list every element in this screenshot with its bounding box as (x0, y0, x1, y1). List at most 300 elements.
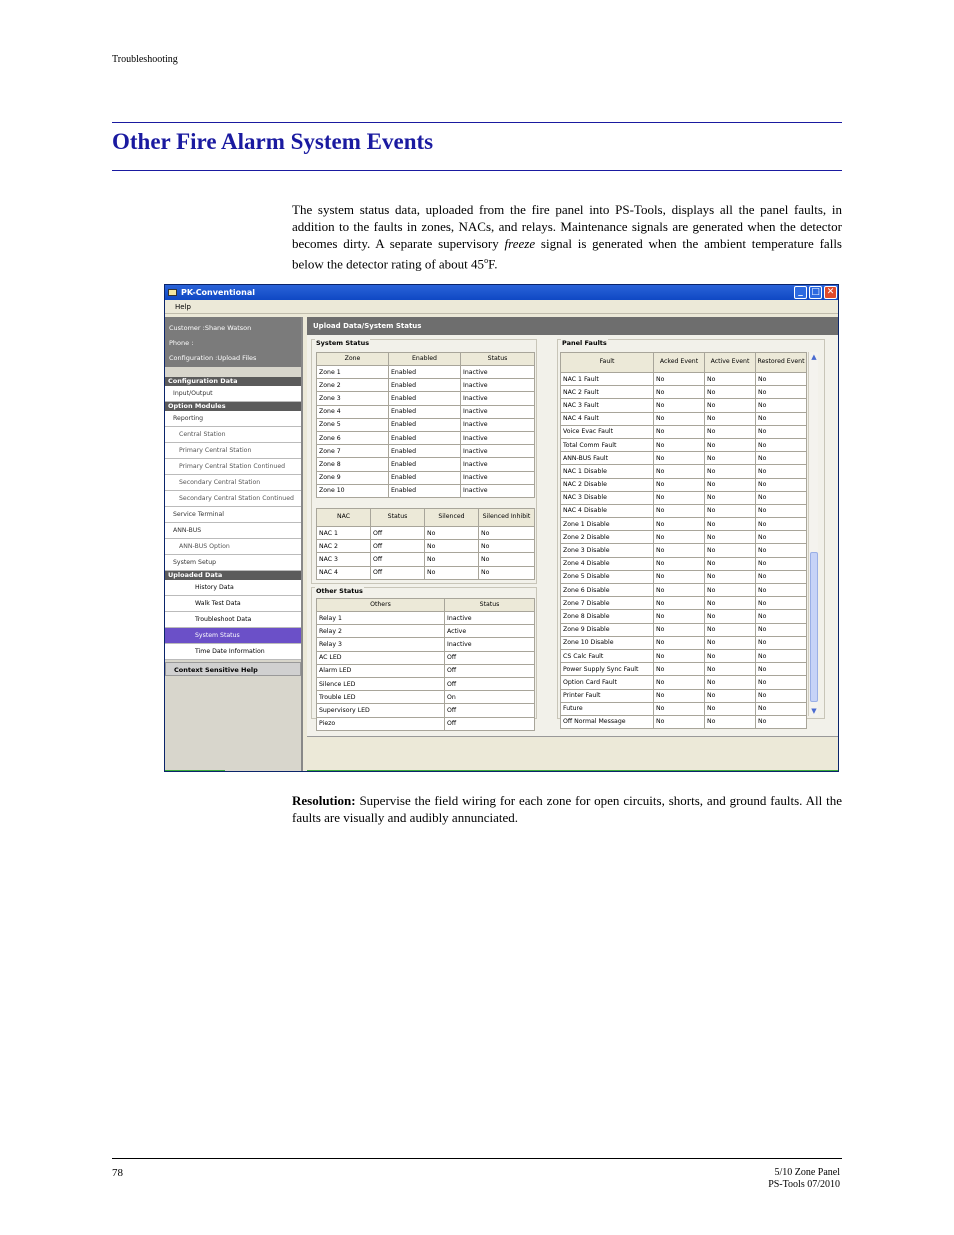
nav-ann-bus-option[interactable]: ANN-BUS Option (165, 539, 301, 555)
nac-status-table (316, 508, 535, 580)
fault-row-cell: No (705, 425, 756, 438)
zone-row (317, 471, 535, 484)
fault-row-cell: No (705, 399, 756, 412)
fault-row-cell: No (705, 386, 756, 399)
fault-row-cell: No (756, 531, 807, 544)
fault-row-cell: No (654, 715, 705, 728)
fault-row-cell: No (705, 689, 756, 702)
fault-row-cell: No (756, 518, 807, 531)
resolution-paragraph: Resolution: Supervise the field wiring for each zone for open circuits, shorts, and ground faults. All the faults are visually and audibly annunciated. (292, 793, 842, 825)
zone-row-cell: Inactive (461, 458, 535, 471)
fault-row-cell: No (654, 584, 705, 597)
fault-row-cell: NAC 3 Disable (561, 491, 654, 504)
nav-history-data[interactable]: History Data (165, 580, 301, 596)
fault-row-cell: Zone 1 Disable (561, 518, 654, 531)
fault-row-cell: No (705, 478, 756, 491)
fault-row-cell: No (705, 438, 756, 451)
fault-row-cell: No (705, 584, 756, 597)
fault-row-cell: No (756, 557, 807, 570)
fault-row-cell: No (705, 491, 756, 504)
active-event-header: Active Event (705, 353, 756, 373)
zone-row-cell: Enabled (389, 445, 461, 458)
title-bar (165, 285, 838, 300)
nav-header-configuration: Configuration Data (165, 377, 301, 386)
fault-row-cell: No (756, 452, 807, 465)
running-head: Troubleshooting (112, 54, 178, 65)
fault-row-cell: No (654, 412, 705, 425)
fault-row-cell: No (756, 676, 807, 689)
fault-row (561, 610, 807, 623)
other-status-row-cell: Off (445, 664, 535, 677)
fault-row-cell: CS Calc Fault (561, 649, 654, 662)
nac-row-cell: NAC 2 (317, 540, 371, 553)
zone-header: Zone (317, 353, 389, 366)
resolution-label: Resolution: (292, 793, 356, 808)
zone-row-cell: Enabled (389, 379, 461, 392)
zone-row-cell: Inactive (461, 484, 535, 497)
other-status-row-cell: Relay 3 (317, 638, 445, 651)
zone-row (317, 366, 535, 379)
fault-row-cell: No (756, 636, 807, 649)
other-status-row (317, 704, 535, 717)
zone-row-cell: Enabled (389, 418, 461, 431)
intro-paragraph: The system status data, uploaded from the fire panel into PS-Tools, displays all the panel faults, in addition to the faults in zones, NACs, and relays. Maintenance signals are generated when the detector becomes dirty. A separate supervisory freeze signal is generated when the ambient temperature falls below the detector rating of about 45$^o$F. (292, 202, 842, 272)
fault-row-cell: Zone 8 Disable (561, 610, 654, 623)
nav-primary-central-station[interactable]: Primary Central Station (165, 443, 301, 459)
fault-row-cell: No (654, 465, 705, 478)
fault-row-cell: No (705, 610, 756, 623)
fault-row-cell: Power Supply Sync Fault (561, 663, 654, 676)
section-title: Other Fire Alarm System Events (112, 129, 434, 154)
fault-row-cell: No (654, 491, 705, 504)
fault-row (561, 623, 807, 636)
other-status-row (317, 677, 535, 690)
fault-row-cell: No (756, 715, 807, 728)
fault-row (561, 557, 807, 570)
fault-row (561, 544, 807, 557)
silenced-inhibit-header: Silenced Inhibit (479, 509, 535, 527)
fault-row-cell: Zone 5 Disable (561, 570, 654, 583)
zone-row-cell: Zone 3 (317, 392, 389, 405)
minimize-icon[interactable]: _ (794, 286, 807, 299)
other-status-row-cell: Piezo (317, 717, 445, 730)
fault-row (561, 663, 807, 676)
zone-row-cell: Inactive (461, 405, 535, 418)
fault-row-cell: Off Normal Message (561, 715, 654, 728)
fault-row (561, 412, 807, 425)
zone-row-cell: Enabled (389, 431, 461, 444)
zone-row-cell: Zone 9 (317, 471, 389, 484)
other-status-header: Status (445, 599, 535, 612)
title-rule-top (112, 122, 842, 123)
zone-row-cell: Enabled (389, 471, 461, 484)
fault-row-cell: NAC 1 Disable (561, 465, 654, 478)
fault-row-cell: Zone 7 Disable (561, 597, 654, 610)
window-title: PK-Conventional (181, 288, 255, 297)
fault-row-cell: Option Card Fault (561, 676, 654, 689)
nac-row-cell: NAC 1 (317, 527, 371, 540)
other-status-row-cell: Off (445, 677, 535, 690)
fault-row-cell: No (756, 465, 807, 478)
other-status-row-cell: On (445, 691, 535, 704)
fault-row (561, 584, 807, 597)
nav-primary-central-station-continued[interactable]: Primary Central Station Continued (165, 459, 301, 475)
nav-header-uploaded-data: Uploaded Data (165, 571, 301, 580)
system-status-group (311, 339, 537, 584)
nav-walk-test-data[interactable]: Walk Test Data (165, 596, 301, 612)
nav-ann-bus[interactable]: ANN-BUS (165, 523, 301, 539)
zone-row (317, 484, 535, 497)
fault-row-cell: No (756, 663, 807, 676)
fault-row-cell: No (705, 518, 756, 531)
fault-row (561, 478, 807, 491)
status-bar (307, 770, 839, 772)
fault-row-cell: No (756, 478, 807, 491)
fault-row-cell: NAC 4 Disable (561, 504, 654, 517)
fault-row-cell: No (756, 544, 807, 557)
nac-header: NAC (317, 509, 371, 527)
fault-row-cell: No (654, 452, 705, 465)
zone-row-cell: Inactive (461, 379, 535, 392)
zone-row-cell: Inactive (461, 471, 535, 484)
fault-row-cell: Printer Fault (561, 689, 654, 702)
fault-row-cell: No (756, 623, 807, 636)
fault-row-cell: No (756, 399, 807, 412)
silenced-header: Silenced (425, 509, 479, 527)
other-status-row (317, 638, 535, 651)
others-header: Others (317, 599, 445, 612)
fault-row-cell: No (654, 597, 705, 610)
footer-product: 5/10 Zone Panel (774, 1167, 840, 1178)
fault-row-cell: Voice Evac Fault (561, 425, 654, 438)
fault-row-cell: No (654, 636, 705, 649)
fault-row (561, 373, 807, 386)
zone-row-cell: Inactive (461, 431, 535, 444)
fault-row-cell: No (705, 597, 756, 610)
nac-row-cell: Off (371, 553, 425, 566)
nac-row (317, 527, 535, 540)
other-status-row-cell: Relay 1 (317, 612, 445, 625)
other-status-row (317, 625, 535, 638)
nac-row-cell: NAC 4 (317, 566, 371, 579)
nav-service-terminal[interactable]: Service Terminal (165, 507, 301, 523)
zone-status-table (316, 352, 535, 498)
fault-row (561, 649, 807, 662)
fault-row-cell: Zone 3 Disable (561, 544, 654, 557)
fault-row-cell: No (705, 412, 756, 425)
fault-row-cell: No (654, 570, 705, 583)
fault-row-cell: No (705, 623, 756, 636)
nac-row-cell: No (425, 527, 479, 540)
fault-row-cell: No (756, 597, 807, 610)
fault-row-cell: Future (561, 702, 654, 715)
fault-row-cell: NAC 1 Fault (561, 373, 654, 386)
nac-row-cell: No (479, 540, 535, 553)
fault-row (561, 438, 807, 451)
zone-row-cell: Enabled (389, 458, 461, 471)
nac-row-cell: No (425, 566, 479, 579)
fault-row-cell: No (756, 584, 807, 597)
nav-reporting[interactable]: Reporting (165, 411, 301, 427)
fault-row-cell: ANN-BUS Fault (561, 452, 654, 465)
fault-row-cell: No (756, 386, 807, 399)
other-status-row-cell: Supervisory LED (317, 704, 445, 717)
fault-row-cell: Zone 2 Disable (561, 531, 654, 544)
nav-system-setup[interactable]: System Setup (165, 555, 301, 571)
other-status-row (317, 717, 535, 730)
zone-row-cell: Inactive (461, 445, 535, 458)
nav-system-status[interactable]: System Status (165, 628, 301, 644)
fault-row-cell: NAC 3 Fault (561, 399, 654, 412)
fault-row (561, 597, 807, 610)
nac-row-cell: No (425, 553, 479, 566)
menu-bar (165, 300, 838, 314)
other-status-row-cell: AC LED (317, 651, 445, 664)
zone-row (317, 392, 535, 405)
fault-row-cell: No (654, 663, 705, 676)
fault-row-cell: No (654, 399, 705, 412)
zone-row (317, 445, 535, 458)
zone-row-cell: Inactive (461, 418, 535, 431)
maximize-icon[interactable]: □ (809, 286, 822, 299)
other-status-row-cell: Active (445, 625, 535, 638)
fault-row-cell: Zone 9 Disable (561, 623, 654, 636)
fault-row-cell: No (756, 438, 807, 451)
sidebar-status-strip (165, 770, 225, 772)
fault-row (561, 570, 807, 583)
scroll-down-icon[interactable]: ▼ (811, 707, 817, 715)
fault-row-cell: NAC 2 Disable (561, 478, 654, 491)
fault-row (561, 491, 807, 504)
scroll-thumb[interactable] (810, 552, 818, 702)
zone-row (317, 458, 535, 471)
fault-row-cell: No (705, 465, 756, 478)
fault-row-cell: Zone 4 Disable (561, 557, 654, 570)
fault-row-cell: No (654, 478, 705, 491)
close-icon[interactable]: ✕ (824, 286, 837, 299)
fault-row (561, 399, 807, 412)
fault-row-cell: No (705, 504, 756, 517)
fault-row-cell: No (705, 715, 756, 728)
fault-row-cell: No (756, 425, 807, 438)
fault-row-cell: Total Comm Fault (561, 438, 654, 451)
nac-row-cell: Off (371, 566, 425, 579)
main-header: Upload Data/System Status (307, 317, 839, 335)
nav-time-date-information[interactable]: Time Date Information (165, 644, 301, 660)
panel-faults-group (557, 339, 825, 726)
sidebar (165, 317, 303, 772)
other-status-row-cell: Off (445, 651, 535, 664)
menu-help[interactable]: Help (175, 303, 191, 311)
zone-row-cell: Zone 2 (317, 379, 389, 392)
fault-row-cell: No (654, 610, 705, 623)
app-icon (168, 289, 177, 296)
other-status-row-cell: Off (445, 717, 535, 730)
panel-faults-title: Panel Faults (562, 339, 607, 347)
fault-row-cell: No (705, 557, 756, 570)
other-status-row-cell: Silence LED (317, 677, 445, 690)
other-status-row (317, 664, 535, 677)
nav-secondary-central-station-continued[interactable]: Secondary Central Station Continued (165, 491, 301, 507)
other-status-row-cell: Alarm LED (317, 664, 445, 677)
other-status-title: Other Status (316, 587, 363, 595)
zone-row-cell: Zone 8 (317, 458, 389, 471)
fault-row (561, 689, 807, 702)
other-status-row-cell: Inactive (445, 612, 535, 625)
nac-row-cell: No (425, 540, 479, 553)
fault-header: Fault (561, 353, 654, 373)
footer-doc: PS-Tools 07/2010 (768, 1179, 840, 1190)
nav-header-option-modules: Option Modules (165, 402, 301, 411)
restored-event-header: Restored Event (756, 353, 807, 373)
fault-row-cell: No (654, 702, 705, 715)
status-area (307, 335, 839, 737)
zone-row (317, 379, 535, 392)
nac-row (317, 553, 535, 566)
zone-row-cell: Inactive (461, 366, 535, 379)
title-rule-bottom (112, 170, 842, 171)
nac-row (317, 566, 535, 579)
fault-row-cell: No (654, 557, 705, 570)
fault-row-cell: No (756, 504, 807, 517)
fault-row-cell: No (705, 452, 756, 465)
other-status-row-cell: Trouble LED (317, 691, 445, 704)
zone-row-cell: Enabled (389, 405, 461, 418)
customer-info (165, 317, 301, 367)
status-header: Status (461, 353, 535, 366)
fault-row (561, 425, 807, 438)
fault-row-cell: No (654, 676, 705, 689)
zone-row-cell: Enabled (389, 366, 461, 379)
nac-status-header: Status (371, 509, 425, 527)
zone-row (317, 418, 535, 431)
other-status-row-cell: Off (445, 704, 535, 717)
app-window-screenshot (164, 284, 839, 772)
page-number: 78 (112, 1167, 123, 1179)
fault-row-cell: No (756, 570, 807, 583)
fault-row-cell: No (654, 373, 705, 386)
nac-row-cell: No (479, 527, 535, 540)
zone-row-cell: Enabled (389, 484, 461, 497)
other-status-row (317, 651, 535, 664)
fault-row-cell: NAC 2 Fault (561, 386, 654, 399)
fault-row-cell: No (705, 649, 756, 662)
fault-row (561, 531, 807, 544)
faults-scrollbar[interactable] (808, 352, 818, 716)
other-status-row (317, 612, 535, 625)
zone-row-cell: Zone 1 (317, 366, 389, 379)
other-status-row-cell: Relay 2 (317, 625, 445, 638)
nac-row-cell: NAC 3 (317, 553, 371, 566)
fault-row-cell: No (705, 702, 756, 715)
main-panel (307, 317, 839, 772)
footer-rule (112, 1158, 842, 1159)
fault-row-cell: No (654, 623, 705, 636)
phone-label: Phone : (169, 339, 194, 347)
nac-row (317, 540, 535, 553)
fault-row (561, 452, 807, 465)
system-status-title: System Status (316, 339, 370, 347)
nav-context-sensitive-help[interactable]: Context Sensitive Help (165, 662, 301, 676)
fault-row (561, 465, 807, 478)
zone-row (317, 431, 535, 444)
nav-troubleshoot-data[interactable]: Troubleshoot Data (165, 612, 301, 628)
zone-row-cell: Zone 4 (317, 405, 389, 418)
fault-row-cell: No (756, 373, 807, 386)
fault-row-cell: No (756, 491, 807, 504)
fault-row-cell: No (654, 386, 705, 399)
enabled-header: Enabled (389, 353, 461, 366)
fault-row-cell: No (705, 570, 756, 583)
fault-row-cell: No (654, 504, 705, 517)
zone-row-cell: Enabled (389, 392, 461, 405)
fault-row-cell: No (654, 438, 705, 451)
nac-row-cell: Off (371, 540, 425, 553)
other-status-table (316, 598, 535, 731)
fault-row (561, 386, 807, 399)
other-status-group (311, 587, 537, 728)
fault-row-cell: Zone 10 Disable (561, 636, 654, 649)
fault-row-cell: Zone 6 Disable (561, 584, 654, 597)
fault-row-cell: No (705, 663, 756, 676)
fault-row (561, 504, 807, 517)
fault-row-cell: No (756, 702, 807, 715)
fault-row (561, 636, 807, 649)
fault-row-cell: No (705, 531, 756, 544)
other-status-row (317, 691, 535, 704)
fault-row-cell: No (705, 636, 756, 649)
fault-row-cell: No (756, 649, 807, 662)
fault-row-cell: No (654, 544, 705, 557)
configuration-label: Configuration :Upload Files (169, 354, 257, 362)
fault-row-cell: No (654, 689, 705, 702)
fault-row-cell: No (705, 676, 756, 689)
nav-central-station[interactable]: Central Station (165, 427, 301, 443)
nav-secondary-central-station[interactable]: Secondary Central Station (165, 475, 301, 491)
zone-row-cell: Zone 7 (317, 445, 389, 458)
other-status-row-cell: Inactive (445, 638, 535, 651)
fault-row-cell: No (756, 412, 807, 425)
fault-row (561, 715, 807, 728)
fault-row-cell: No (756, 610, 807, 623)
fault-row-cell: No (705, 544, 756, 557)
fault-row-cell: No (756, 689, 807, 702)
acked-event-header: Acked Event (654, 353, 705, 373)
nac-row-cell: No (479, 566, 535, 579)
zone-row (317, 405, 535, 418)
fault-row-cell: No (654, 425, 705, 438)
nac-row-cell: Off (371, 527, 425, 540)
scroll-up-icon[interactable]: ▲ (811, 353, 817, 361)
fault-row-cell: No (654, 649, 705, 662)
zone-row-cell: Inactive (461, 392, 535, 405)
panel-faults-table (560, 352, 807, 729)
zone-row-cell: Zone 5 (317, 418, 389, 431)
footer-info (768, 1167, 840, 1191)
nav-input-output[interactable]: Input/Output (165, 386, 301, 402)
fault-row (561, 676, 807, 689)
fault-row-cell: No (654, 518, 705, 531)
fault-row (561, 702, 807, 715)
zone-row-cell: Zone 6 (317, 431, 389, 444)
fault-row (561, 518, 807, 531)
fault-row-cell: No (705, 373, 756, 386)
customer-label: Customer :Shane Watson (169, 324, 252, 332)
zone-row-cell: Zone 10 (317, 484, 389, 497)
nac-row-cell: No (479, 553, 535, 566)
fault-row-cell: No (654, 531, 705, 544)
fault-row-cell: NAC 4 Fault (561, 412, 654, 425)
